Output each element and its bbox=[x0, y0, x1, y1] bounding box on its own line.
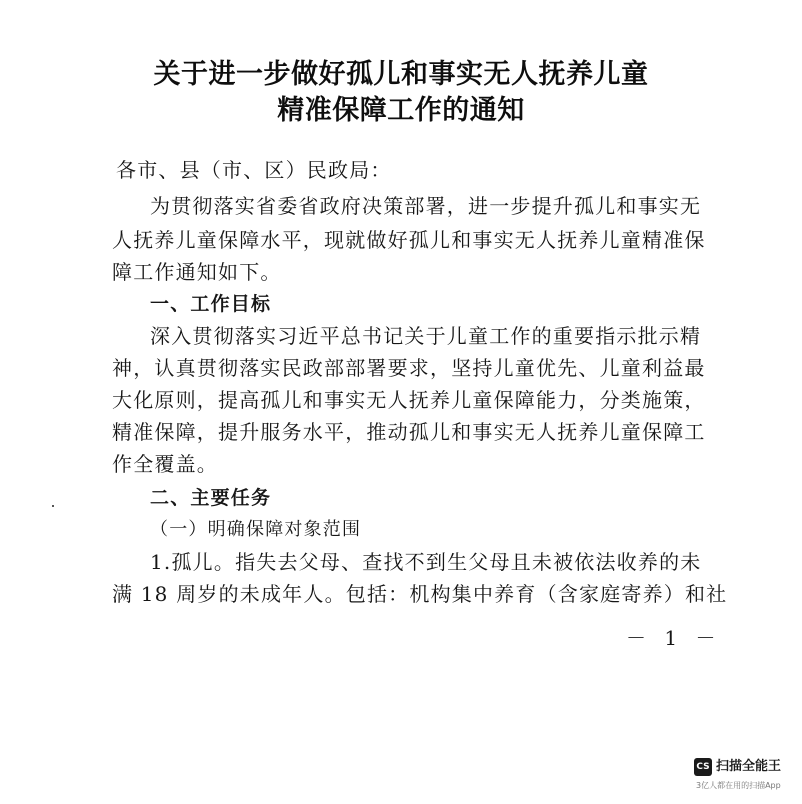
section-1-line-4: 精准保障，提升服务水平，推动孤儿和事实无人抚养儿童保障工 bbox=[112, 420, 706, 444]
section-1-line-2: 神，认真贯彻落实民政部部署要求，坚持儿童优先、儿童利益最 bbox=[112, 356, 706, 380]
watermark-app-name: 扫描全能王 bbox=[716, 759, 782, 774]
page-number: － 1 － bbox=[626, 626, 722, 650]
watermark-tagline: 3亿人都在用的扫描App bbox=[696, 781, 781, 790]
section-1-line-3: 大化原则，提高孤儿和事实无人抚养儿童保障能力，分类施策， bbox=[112, 388, 706, 412]
section-1-line-5: 作全覆盖。 bbox=[112, 452, 218, 476]
intro-line-1: 为贯彻落实省委省政府决策部署，进一步提升孤儿和事实无 bbox=[150, 194, 702, 218]
subsection-1-heading: （一）明确保障对象范围 bbox=[150, 519, 362, 540]
document-title-line-1: 关于进一步做好孤儿和事实无人抚养儿童 bbox=[153, 59, 649, 90]
intro-line-3: 障工作通知如下。 bbox=[112, 260, 282, 284]
section-1-heading: 一、工作目标 bbox=[150, 293, 272, 315]
camscanner-logo-icon: CS bbox=[694, 758, 712, 776]
scanner-watermark bbox=[694, 758, 798, 798]
section-1-line-1: 深入贯彻落实习近平总书记关于儿童工作的重要指示批示精 bbox=[150, 324, 702, 348]
salutation: 各市、县（市、区）民政局： bbox=[116, 158, 392, 182]
item-1-line-1: 1.孤儿。指失去父母、查找不到生父母且未被依法收养的未 bbox=[150, 550, 702, 574]
intro-line-2: 人抚养儿童保障水平，现就做好孤儿和事实无人抚养儿童精准保 bbox=[112, 228, 706, 252]
item-1-line-2: 满 18 周岁的未成年人。包括：机构集中养育（含家庭寄养）和社 bbox=[112, 582, 728, 606]
section-2-heading: 二、主要任务 bbox=[150, 487, 272, 509]
scan-speck bbox=[52, 505, 54, 507]
document-title-line-2: 精准保障工作的通知 bbox=[277, 95, 525, 126]
